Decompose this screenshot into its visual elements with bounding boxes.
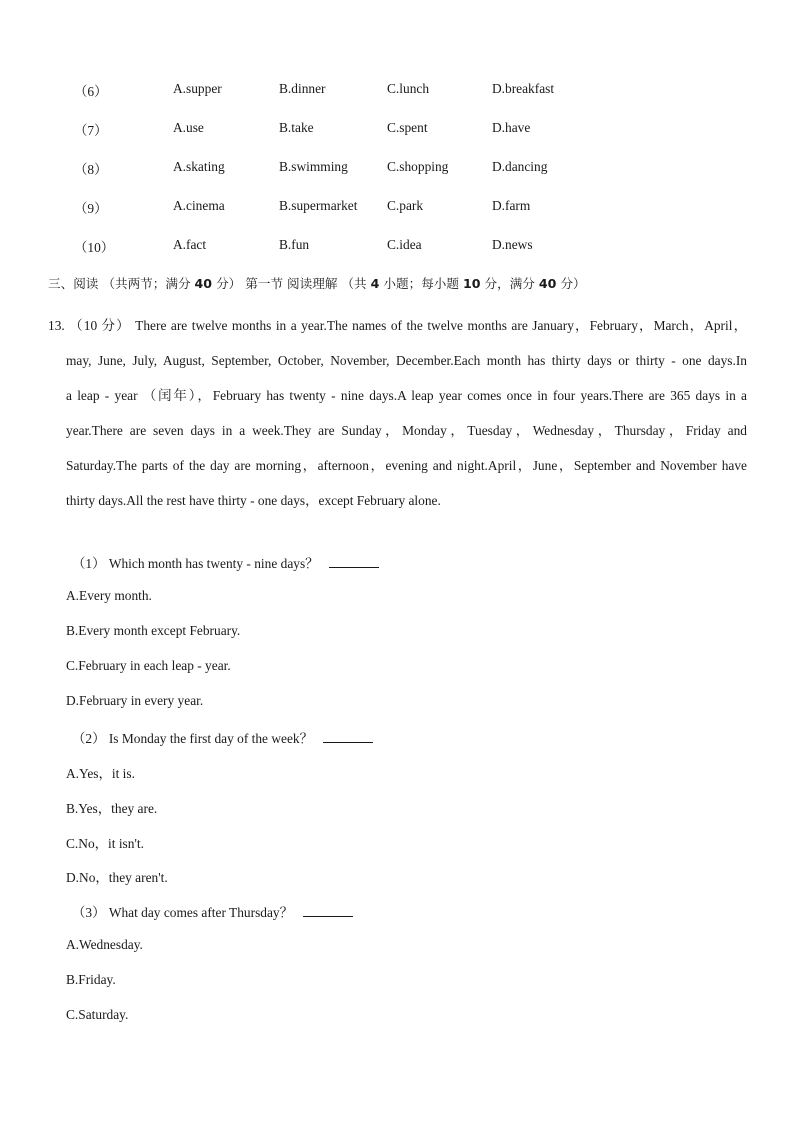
answer-blank[interactable] bbox=[323, 732, 373, 743]
answer-choice[interactable]: B.Friday. bbox=[66, 972, 116, 987]
section-heading-text: 分） bbox=[556, 276, 586, 291]
question-stem-text: （1） Which month has twenty - nine days？ bbox=[72, 556, 319, 571]
option-number: （10） bbox=[74, 240, 115, 255]
option-d: D.news bbox=[492, 237, 533, 252]
option-c: C.idea bbox=[387, 237, 422, 252]
option-d: D.breakfast bbox=[492, 81, 555, 96]
option-d: D.farm bbox=[492, 198, 531, 213]
section-each-score: 10 bbox=[462, 276, 481, 291]
option-c: C.park bbox=[387, 198, 424, 213]
option-b: B.supermarket bbox=[279, 198, 358, 213]
section-heading-text: 分） 第一节 阅读理解 （共 bbox=[212, 276, 371, 291]
option-a: A.cinema bbox=[173, 198, 225, 213]
option-b: B.dinner bbox=[279, 81, 326, 96]
question-stem bbox=[72, 553, 379, 572]
option-a: A.use bbox=[173, 120, 204, 135]
answer-choice[interactable]: B.Yes，they are. bbox=[66, 801, 158, 816]
answer-choice[interactable]: D.February in every year. bbox=[66, 693, 204, 708]
passage-line: Saturday.The parts of the day are morning，afternoon，evening and night.April，June，September and November have bbox=[66, 458, 747, 473]
section-question-count: 4 bbox=[370, 276, 380, 291]
section-total-score: 40 bbox=[538, 276, 557, 291]
answer-blank[interactable] bbox=[303, 906, 353, 917]
option-b: B.fun bbox=[279, 237, 310, 252]
section-heading-text: 三、阅读 （共两节；满分 bbox=[48, 276, 195, 291]
passage-line: year.There are seven days in a week.They are Sunday，Monday，Tuesday，Wednesday，Thursday，Friday and bbox=[66, 423, 747, 438]
question-stem bbox=[72, 728, 373, 747]
reading-passage bbox=[48, 308, 747, 518]
option-a: A.skating bbox=[173, 159, 225, 174]
option-number: （9） bbox=[74, 201, 108, 216]
option-d: D.have bbox=[492, 120, 531, 135]
passage-line: 13. （10 分） There are twelve months in a year.The names of the twelve months are January，February，March，April， bbox=[48, 318, 747, 333]
answer-choice[interactable]: D.No，they aren't. bbox=[66, 870, 168, 885]
section-heading bbox=[48, 273, 586, 292]
answer-choice[interactable]: A.Wednesday. bbox=[66, 937, 143, 952]
answer-choice[interactable]: B.Every month except February. bbox=[66, 623, 241, 638]
answer-choice[interactable]: C.No，it isn't. bbox=[66, 836, 144, 851]
option-row bbox=[0, 159, 793, 179]
section-score: 40 bbox=[194, 276, 213, 291]
passage-line: thirty days.All the rest have thirty - one days，except February alone. bbox=[66, 493, 441, 508]
answer-choice[interactable]: C.Saturday. bbox=[66, 1007, 129, 1022]
option-number: （8） bbox=[74, 162, 108, 177]
option-row bbox=[0, 120, 793, 140]
answer-choice[interactable]: A.Every month. bbox=[66, 588, 152, 603]
option-c: C.spent bbox=[387, 120, 428, 135]
section-heading-text: 小题；每小题 bbox=[379, 276, 463, 291]
answer-choice[interactable]: A.Yes，it is. bbox=[66, 766, 135, 781]
option-a: A.fact bbox=[173, 237, 207, 252]
question-stem-text: （2） Is Monday the first day of the week？ bbox=[72, 731, 313, 746]
option-row bbox=[0, 237, 793, 257]
option-b: B.swimming bbox=[279, 159, 348, 174]
option-number: （7） bbox=[74, 123, 108, 138]
option-c: C.shopping bbox=[387, 159, 449, 174]
option-row bbox=[0, 198, 793, 218]
option-a: A.supper bbox=[173, 81, 222, 96]
option-number: （6） bbox=[74, 84, 108, 99]
option-d: D.dancing bbox=[492, 159, 548, 174]
passage-line: a leap - year （闰年），February has twenty - nine days.A leap year comes once in four years.There are 365 days in a bbox=[66, 388, 747, 403]
section-heading-text: 分，满分 bbox=[480, 276, 539, 291]
question-stem bbox=[72, 902, 353, 921]
passage-line: may, June, July, August, September, October, November, December.Each month has thirty days or thirty - one days.In bbox=[66, 353, 747, 368]
answer-blank[interactable] bbox=[329, 557, 379, 568]
answer-choice[interactable]: C.February in each leap - year. bbox=[66, 658, 231, 673]
option-c: C.lunch bbox=[387, 81, 430, 96]
question-stem-text: （3） What day comes after Thursday？ bbox=[72, 905, 294, 920]
option-row bbox=[0, 81, 793, 101]
option-b: B.take bbox=[279, 120, 314, 135]
